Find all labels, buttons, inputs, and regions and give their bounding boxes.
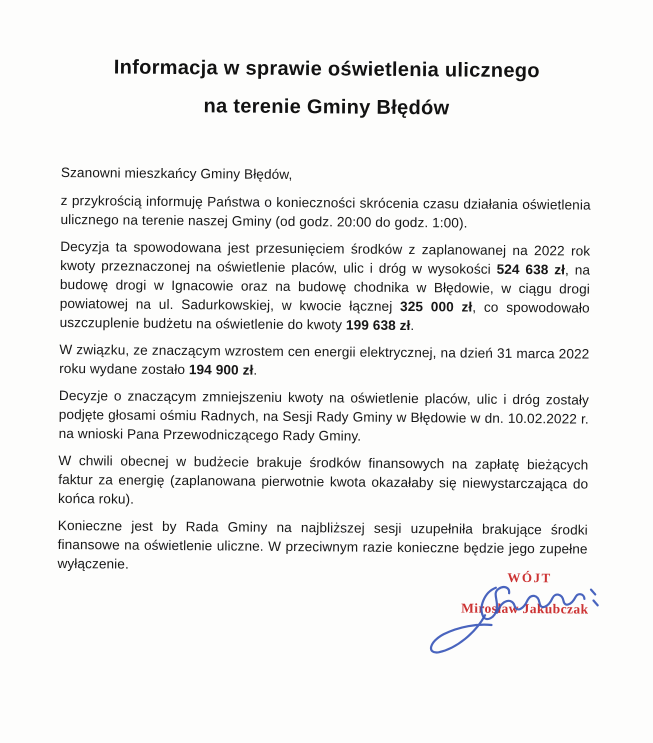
text-segment: z przykrością informuję Państwa o konieczności skrócenia czasu działania oświetlenia ulicznego na terenie naszej Gminy (od godz. 20:00 do godz. 1:00).	[60, 192, 591, 231]
text-segment: .	[410, 318, 415, 334]
text-segment: Decyzje o znaczącym zmniejszeniu kwoty na oświetlenie placów, ulic i dróg zostały podjęte głosami ośmiu Radnych, na Sesji Rady Gminy w Błędowie w dn. 10.02.2022 r. na wnioski Pana Przewodniczącego Rady Gminy.	[58, 387, 590, 444]
amount-remaining: 199 638 zł	[345, 317, 411, 334]
paragraph-4	[59, 386, 589, 448]
stamp-name: Mirosław Jakubczak	[461, 600, 589, 617]
salutation: Szanowni mieszkańcy Gminy Błędów,	[60, 164, 293, 183]
title-line-1: Informacja w sprawie oświetlenia ulicznego	[113, 56, 540, 83]
paragraph-2	[60, 237, 591, 337]
document-title	[61, 48, 592, 129]
text-segment: Decyzja ta spowodowana jest przesunięciem środków z zaplanowanej na 2022 rok kwoty przeznaczonej na oświetlenie placów, ulic i dróg w wysokości	[60, 238, 591, 277]
text-segment: Konieczne jest by Rada Gminy na najbliższej sesji uzupełniła brakujące środki finansowe na oświetlenie uliczne. W przeciwnym razie konieczne będzie jego zupełne wyłączenie.	[57, 517, 588, 572]
amount-planned: 524 638 zł	[496, 261, 566, 278]
signature-block	[429, 567, 650, 659]
text-segment: , na budowę drogi w Ignacowie oraz na budowę chodnika w Błędowie, w ciągu drogi powiatowej na ul. Sadurkowskiej, w kwocie łącznej	[59, 262, 591, 314]
text-segment: , co spowodowało uszczuplenie budżetu na oświetlenie do kwoty	[59, 299, 590, 333]
text-segment: .	[253, 362, 258, 378]
letter-body	[57, 163, 591, 578]
amount-spent: 194 900 zł	[188, 362, 254, 378]
paragraph-5	[58, 451, 588, 513]
paragraph-3	[59, 340, 589, 383]
amount-moved: 325 000 zł	[400, 298, 473, 315]
paragraph-1	[60, 191, 590, 234]
handwritten-signature-icon	[417, 565, 651, 665]
text-segment: W chwili obecnej w budżecie brakuje środków finansowych na zapłatę bieżących faktur za energię (zaplanowana pierwotnie kwota okazałaby się niewystarczająca do końca roku).	[58, 452, 589, 507]
title-line-2: na terenie Gminy Błędów	[203, 95, 450, 120]
text-segment: W związku, ze znaczącym wzrostem cen energii elektrycznej, na dzień 31 marca 2022 roku wydane zostało	[59, 341, 590, 378]
stamp-title: WÓJT	[507, 569, 552, 586]
letter-content	[57, 48, 592, 617]
